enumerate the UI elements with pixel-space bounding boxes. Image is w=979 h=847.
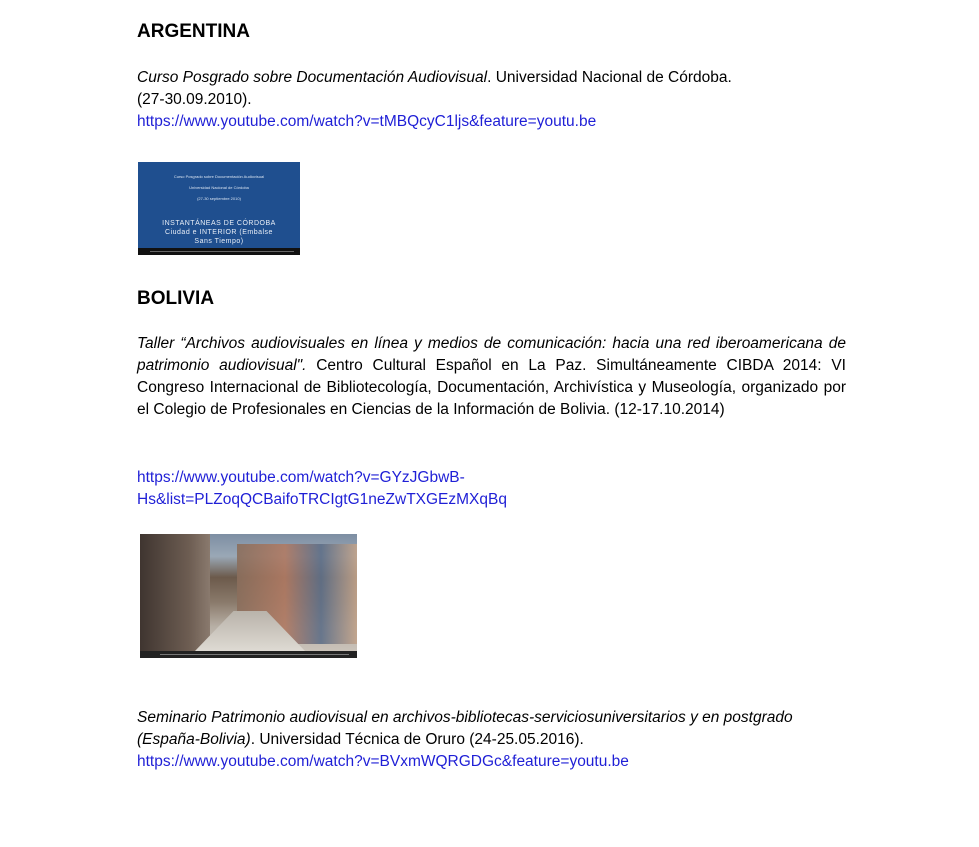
bolivia-taller-link-block: [137, 467, 846, 511]
argentina-course-title: Curso Posgrado sobre Documentación Audiovisual: [137, 69, 488, 86]
video-player-controls[interactable]: [138, 248, 300, 255]
argentina-course-dates: (27-30.09.2010).: [137, 91, 252, 108]
argentina-video-thumbnail[interactable]: [138, 162, 300, 255]
thumbnail-title-line1: INSTANTÁNEAS DE CÓRDOBA: [162, 220, 276, 227]
video-progress-track[interactable]: [150, 251, 294, 252]
bolivia-taller-label: Taller: [137, 335, 181, 352]
argentina-course-institution: . Universidad Nacional de Córdoba.: [487, 69, 732, 86]
bolivia-taller-title: “Archivos audiovisuales en línea y medios de comunicación: hacia una red iberoamericana de patrimonio audiovisual".: [137, 335, 846, 374]
bolivia-taller-entry: [137, 333, 846, 421]
video-progress-track[interactable]: [160, 654, 349, 655]
bolivia-taller-video-link-line1[interactable]: https://www.youtube.com/watch?v=GYzJGbwB-: [137, 469, 465, 486]
bolivia-taller-organizer: Colegio de Profesionales en Ciencias de la Información de Bolivia: [153, 401, 606, 418]
bolivia-seminario-label: Seminario: [137, 709, 207, 726]
thumbnail-caption-line2: Universidad Nacional de Córdoba: [189, 185, 249, 190]
argentina-course-entry: [137, 67, 846, 133]
video-player-controls[interactable]: [140, 651, 357, 658]
thumbnail-left-wall: [140, 534, 210, 658]
argentina-video-link[interactable]: https://www.youtube.com/watch?v=tMBQcyC1ljs&feature=youtu.be: [137, 113, 597, 130]
bolivia-taller-description: Centro Cultural Español en La Paz. Simultáneamente CIBDA 2014: VI Congreso Internacional de Bibliotecología, Documentación, Archivística y Museología, organizado por el: [137, 357, 846, 418]
thumbnail-caption-line1: Curso Posgrado sobre Documentación Audiovisual: [173, 174, 265, 179]
thumbnail-caption-line3: (27-30 septiembre 2010): [197, 196, 241, 201]
bolivia-video-thumbnail[interactable]: [140, 534, 357, 658]
thumbnail-title-line3: Sans Tiempo): [194, 238, 244, 245]
bolivia-seminario-video-link[interactable]: https://www.youtube.com/watch?v=BVxmWQRGDGc&feature=youtu.be: [137, 753, 629, 770]
bolivia-seminario-entry: [137, 707, 846, 773]
bolivia-seminario-title: Patrimonio audiovisual en archivos-bibliotecas-serviciosuniversitarios y en postgrado (España-Bolivia): [137, 709, 793, 748]
bolivia-taller-dates: . (12-17.10.2014): [605, 401, 725, 418]
section-heading-argentina: ARGENTINA: [137, 21, 250, 42]
section-heading-bolivia: BOLIVIA: [137, 288, 215, 309]
thumbnail-title-line2: Ciudad e INTERIOR (Embalse: [165, 229, 273, 236]
bolivia-seminario-institution: . Universidad Técnica de Oruro (24-25.05.2016).: [250, 731, 584, 748]
bolivia-taller-video-link-line2[interactable]: Hs&list=PLZoqQCBaifoTRCIgtG1neZwTXGEzMXqBq: [137, 491, 507, 508]
